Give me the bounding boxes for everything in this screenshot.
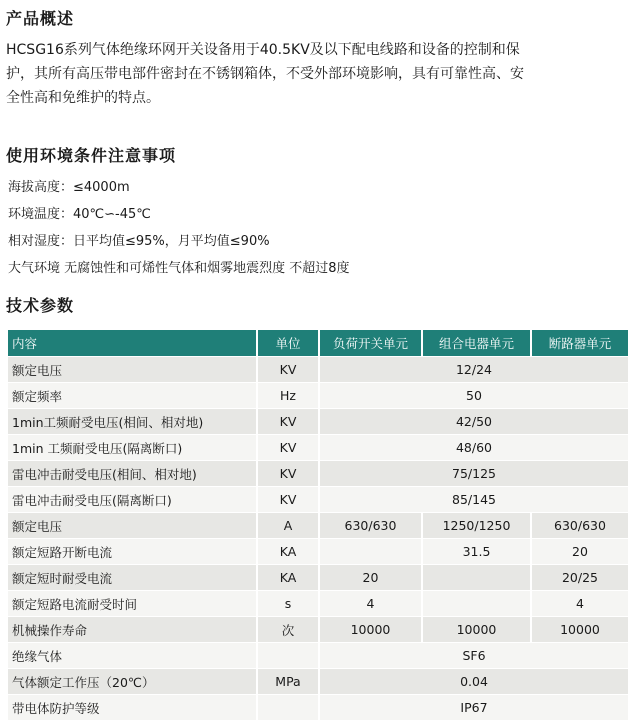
table-row: [8, 565, 630, 591]
cell-load-switch: 10000: [320, 617, 423, 643]
table-row: [8, 539, 630, 565]
cell-breaker: 4: [532, 591, 630, 617]
table-row: [8, 643, 630, 669]
cell-combined-unit: [423, 565, 532, 591]
cell-value: 50: [320, 383, 630, 409]
header-combined-unit: 组合电器单元: [423, 330, 532, 357]
cell-unit: KV: [258, 435, 320, 461]
cell-breaker: 20: [532, 539, 630, 565]
overview-line: HCSG16系列气体绝缘环网开关设备用于40.5KV及以下配电线路和设备的控制和保: [6, 42, 520, 58]
table-row: [8, 383, 630, 409]
cell-content: 额定电压: [8, 513, 258, 539]
cell-content: 绝缘气体: [8, 643, 258, 669]
table-row: [8, 617, 630, 643]
cell-value: SF6: [320, 643, 630, 669]
cell-value: 85/145: [320, 487, 630, 513]
header-load-switch: 负荷开关单元: [320, 330, 423, 357]
table-row: [8, 461, 630, 487]
cell-unit: KA: [258, 539, 320, 565]
cell-combined-unit: 31.5: [423, 539, 532, 565]
table-header-row: [8, 330, 630, 357]
cell-content: 1min 工频耐受电压(隔离断口): [8, 435, 258, 461]
table-row: [8, 435, 630, 461]
overview-title: 产品概述: [6, 9, 75, 28]
cell-unit: [258, 643, 320, 669]
header-unit: 单位: [258, 330, 320, 357]
table-row: [8, 357, 630, 383]
cell-unit: KV: [258, 461, 320, 487]
cell-load-switch: 4: [320, 591, 423, 617]
condition-temperature: 环境温度：40℃∽-45℃: [8, 207, 151, 222]
cell-value: 12/24: [320, 357, 630, 383]
specs-title: 技术参数: [6, 296, 75, 315]
cell-unit: KV: [258, 357, 320, 383]
cell-unit: Hz: [258, 383, 320, 409]
cell-load-switch: [320, 539, 423, 565]
cell-unit: MPa: [258, 669, 320, 695]
cell-unit: s: [258, 591, 320, 617]
table-row: [8, 695, 630, 721]
condition-altitude: 海拔高度：≤4000m: [8, 180, 130, 195]
cell-load-switch: 630/630: [320, 513, 423, 539]
cell-value: 48/60: [320, 435, 630, 461]
cell-combined-unit: [423, 591, 532, 617]
cell-content: 雷电冲击耐受电压(相间、相对地): [8, 461, 258, 487]
overview-line: 护，其所有高压带电部件密封在不锈钢箱体，不受外部环境影响，具有可靠性高、安: [6, 66, 524, 82]
overview-text: [6, 38, 626, 110]
cell-content: 额定频率: [8, 383, 258, 409]
header-content: 内容: [8, 330, 258, 357]
cell-content: 额定短路电流耐受时间: [8, 591, 258, 617]
cell-value: 0.04: [320, 669, 630, 695]
cell-unit: [258, 695, 320, 721]
cell-content: 带电体防护等级: [8, 695, 258, 721]
cell-unit: 次: [258, 617, 320, 643]
cell-unit: KA: [258, 565, 320, 591]
table-row: [8, 409, 630, 435]
cell-value: 75/125: [320, 461, 630, 487]
specs-table: [8, 330, 630, 721]
overview-line: 全性高和免维护的特点。: [6, 90, 160, 106]
cell-content: 额定短时耐受电流: [8, 565, 258, 591]
cell-breaker: 20/25: [532, 565, 630, 591]
cell-combined-unit: 10000: [423, 617, 532, 643]
cell-breaker: 630/630: [532, 513, 630, 539]
cell-combined-unit: 1250/1250: [423, 513, 532, 539]
cell-content: 1min工频耐受电压(相间、相对地): [8, 409, 258, 435]
cell-unit: KV: [258, 409, 320, 435]
cell-content: 额定短路开断电流: [8, 539, 258, 565]
table-row: [8, 591, 630, 617]
cell-content: 雷电冲击耐受电压(隔离断口): [8, 487, 258, 513]
cell-unit: KV: [258, 487, 320, 513]
cell-load-switch: 20: [320, 565, 423, 591]
cell-content: 气体额定工作压（20℃）: [8, 669, 258, 695]
cell-breaker: 10000: [532, 617, 630, 643]
table-row: [8, 513, 630, 539]
conditions-title: 使用环境条件注意事项: [6, 146, 177, 165]
table-row: [8, 669, 630, 695]
cell-value: 42/50: [320, 409, 630, 435]
cell-content: 额定电压: [8, 357, 258, 383]
cell-unit: A: [258, 513, 320, 539]
table-row: [8, 487, 630, 513]
header-breaker: 断路器单元: [532, 330, 630, 357]
cell-value: IP67: [320, 695, 630, 721]
cell-content: 机械操作寿命: [8, 617, 258, 643]
condition-atmosphere: 大气环境 无腐蚀性和可烯性气体和烟雾地震烈度 不超过8度: [8, 261, 350, 276]
condition-humidity: 相对湿度：日平均值≤95%，月平均值≤90%: [8, 234, 270, 249]
